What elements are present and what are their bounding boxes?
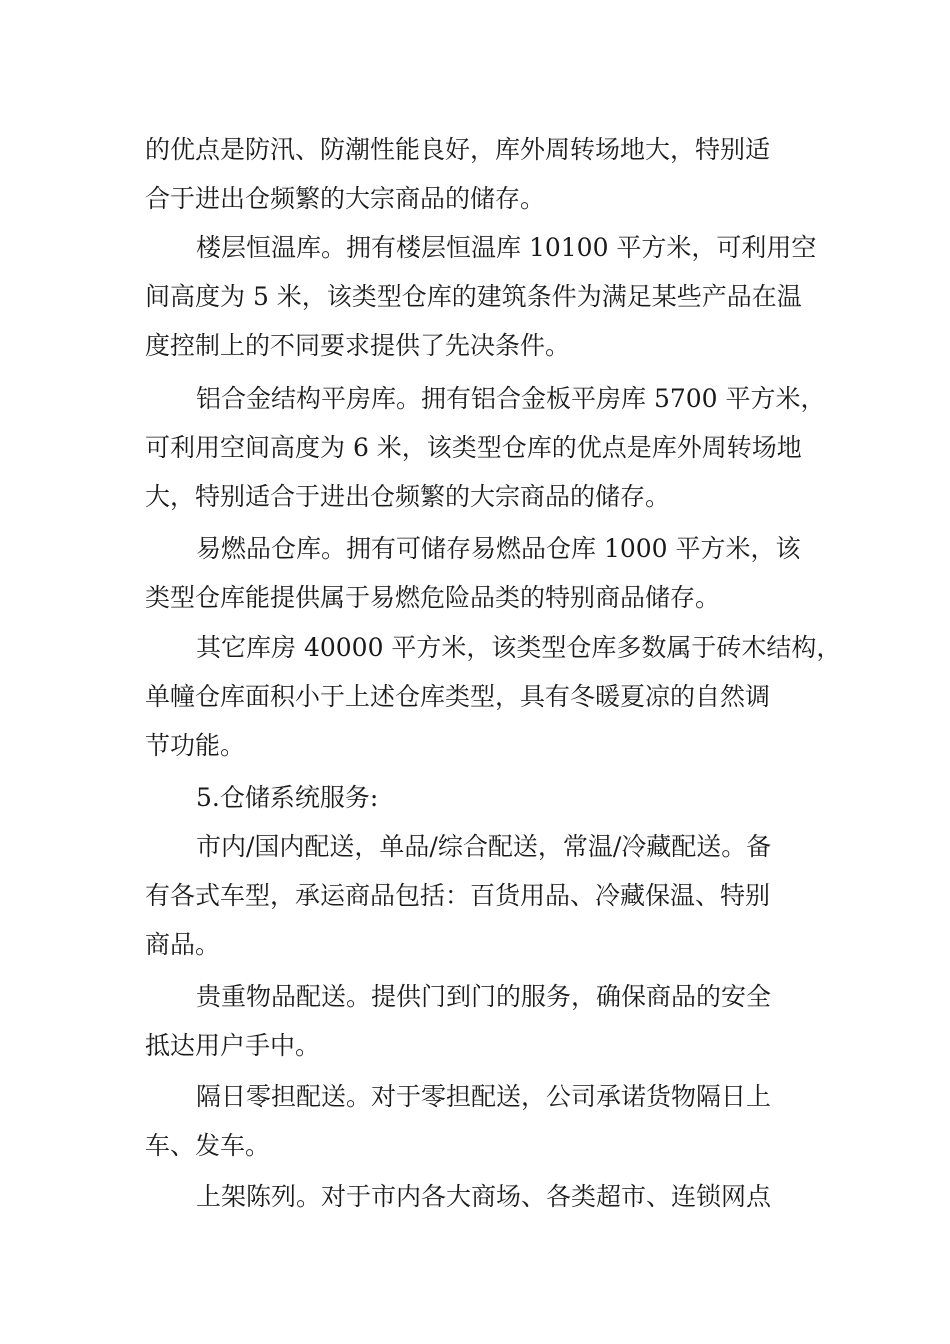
section-heading: 5.仓储系统服务: bbox=[196, 783, 379, 812]
text-line-16: 有各式车型，承运商品包括：百货用品、冷藏保温、特别 bbox=[145, 881, 771, 910]
text-line-6: 铝合金结构平房库。拥有铝合金板平房库 5700 平方米， bbox=[196, 384, 826, 413]
text-line-22: 上架陈列。对于市内各大商场、各类超市、连锁网点 bbox=[196, 1182, 772, 1211]
text-line-20: 隔日零担配送。对于零担配送，公司承诺货物隔日上 bbox=[196, 1082, 772, 1111]
text-line-5: 度控制上的不同要求提供了先决条件。 bbox=[145, 331, 571, 360]
text-line-15: 市内/国内配送，单品/综合配送，常温/冷藏配送。备 bbox=[196, 832, 772, 861]
text-line-21: 车、发车。 bbox=[145, 1131, 271, 1160]
text-line-13: 节功能。 bbox=[145, 731, 246, 760]
text-line-17: 商品。 bbox=[145, 930, 221, 959]
text-line-7: 可利用空间高度为 6 米，该类型仓库的优点是库外周转场地 bbox=[145, 433, 802, 462]
text-line-19: 抵达用户手中。 bbox=[145, 1031, 321, 1060]
text-line-1: 的优点是防汛、防潮性能良好，库外周转场地大，特别适 bbox=[145, 135, 771, 164]
text-line-2: 合于进出仓频繁的大宗商品的储存。 bbox=[145, 184, 546, 213]
text-line-11: 其它库房 40000 平方米，该类型仓库多数属于砖木结构， bbox=[196, 633, 842, 662]
text-line-9: 易燃品仓库。拥有可储存易燃品仓库 1000 平方米，该 bbox=[196, 534, 801, 563]
text-line-4: 间高度为 5 米，该类型仓库的建筑条件为满足某些产品在温 bbox=[145, 282, 802, 311]
text-line-10: 类型仓库能提供属于易燃危险品类的特别商品储存。 bbox=[145, 583, 721, 612]
text-line-18: 贵重物品配送。提供门到门的服务，确保商品的安全 bbox=[196, 982, 772, 1011]
text-line-8: 大，特别适合于进出仓频繁的大宗商品的储存。 bbox=[145, 482, 671, 511]
text-line-3: 楼层恒温库。拥有楼层恒温库 10100 平方米，可利用空 bbox=[196, 233, 817, 262]
text-line-12: 单幢仓库面积小于上述仓库类型，具有冬暖夏凉的自然调 bbox=[145, 682, 771, 711]
